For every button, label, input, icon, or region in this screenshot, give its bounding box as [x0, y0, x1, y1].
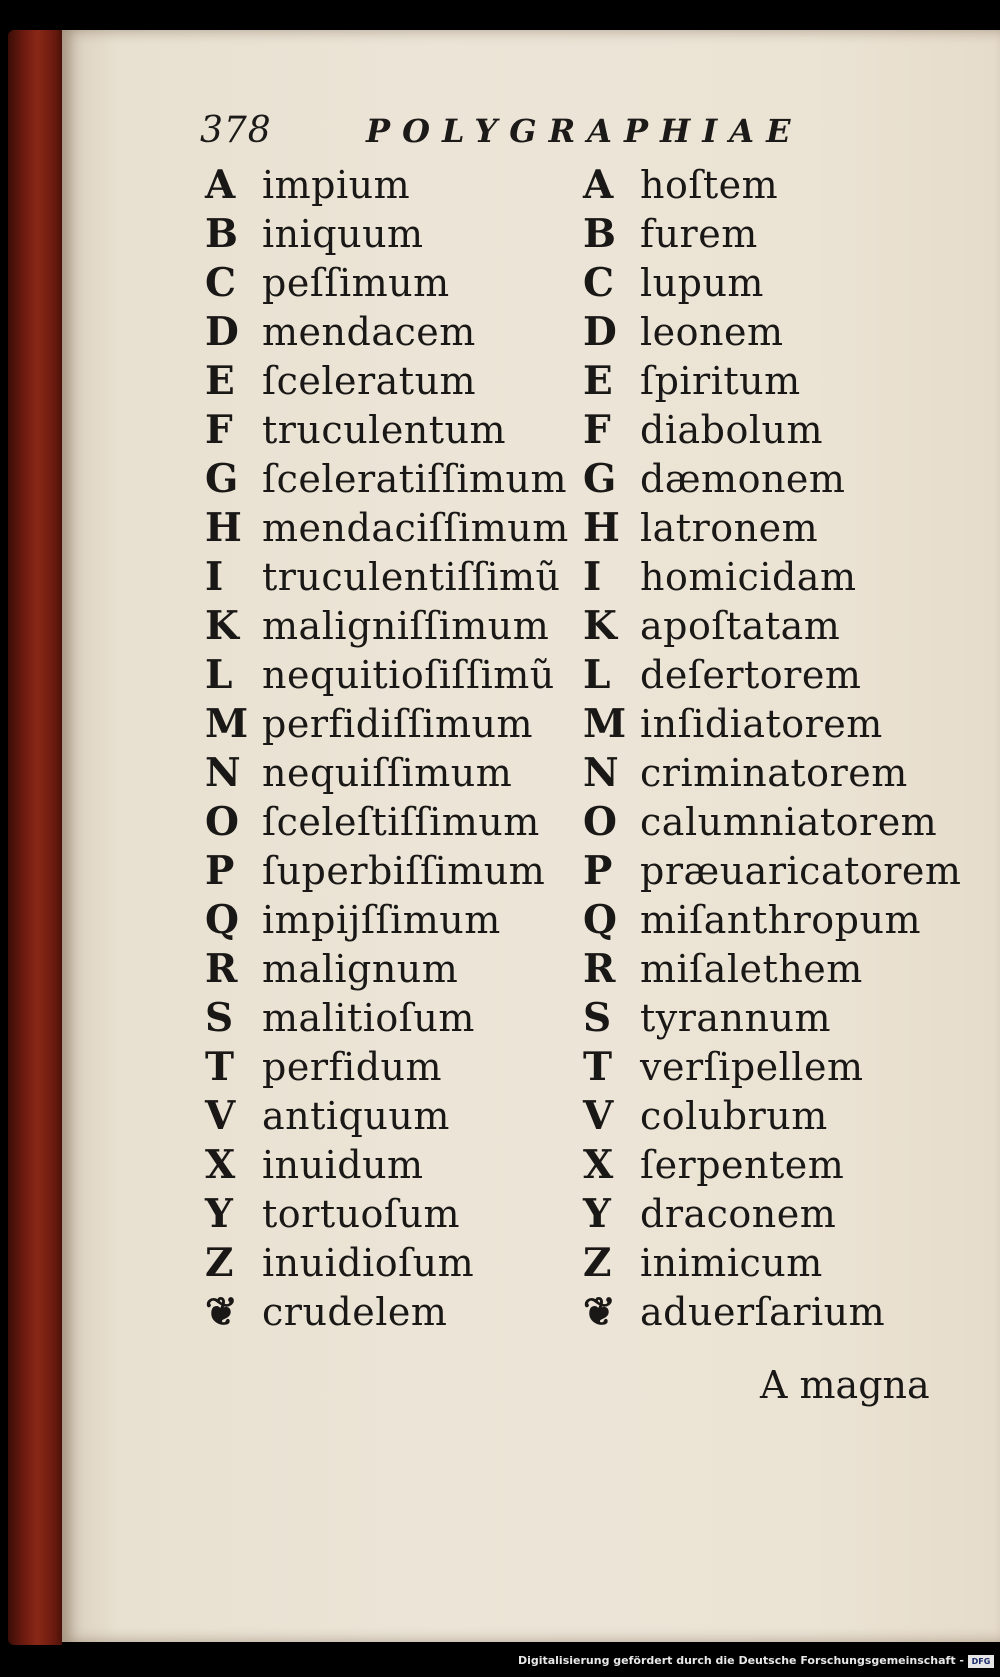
list-item: [583, 603, 840, 649]
cipher-letter: D: [205, 309, 238, 355]
cipher-word: nequiſſimum: [262, 751, 513, 795]
list-item: [205, 554, 561, 600]
cipher-letter: ❦: [205, 1289, 237, 1335]
list-item: [583, 946, 863, 992]
cipher-word: ſerpentem: [640, 1143, 845, 1187]
list-item: [583, 995, 831, 1041]
page-number: 378: [200, 110, 272, 151]
running-title: POLYGRAPHIAE: [366, 112, 803, 150]
cipher-word: præuaricatorem: [640, 849, 962, 893]
cipher-letter: R: [583, 946, 615, 992]
cipher-word: tortuoſum: [262, 1192, 461, 1236]
cipher-word: criminatorem: [640, 751, 908, 795]
list-item: [583, 848, 961, 894]
cipher-letter: D: [583, 309, 616, 355]
cipher-letter: B: [583, 211, 615, 257]
cipher-letter: T: [205, 1044, 234, 1090]
cipher-word: impijſſimum: [262, 898, 501, 942]
cipher-word: inuidum: [262, 1143, 424, 1187]
list-item: [583, 407, 823, 453]
cipher-letter: G: [583, 456, 616, 502]
cipher-letter: X: [583, 1142, 613, 1188]
catchword: A magna: [760, 1363, 930, 1407]
cipher-word: aduerſarium: [640, 1290, 886, 1334]
cipher-letter: B: [205, 211, 237, 257]
list-item: [205, 603, 549, 649]
cipher-word: ſpiritum: [640, 359, 801, 403]
cipher-word: perfidum: [262, 1045, 443, 1089]
list-item: [205, 456, 567, 502]
cipher-letter: S: [583, 995, 611, 1041]
cipher-word: impium: [262, 163, 411, 207]
cipher-letter: Y: [205, 1191, 232, 1237]
cipher-letter: P: [205, 848, 234, 894]
list-item: [205, 407, 506, 453]
cipher-word: malignum: [262, 947, 459, 991]
cipher-letter: V: [583, 1093, 613, 1139]
list-item: [583, 358, 801, 404]
cipher-word: deſertorem: [640, 653, 862, 697]
cipher-letter: M: [583, 701, 626, 747]
list-item: [205, 1240, 474, 1286]
cipher-word: peſſimum: [262, 261, 450, 305]
running-head: [200, 110, 803, 160]
cipher-letter: E: [205, 358, 234, 404]
cipher-word: mendacem: [262, 310, 476, 354]
cipher-letter: C: [583, 260, 614, 306]
list-item: [205, 897, 501, 943]
list-item: [205, 309, 476, 355]
list-item: [583, 701, 883, 747]
list-item: [205, 211, 424, 257]
cipher-letter: N: [583, 750, 618, 796]
cipher-word: nequitioſiſſimũ: [262, 653, 555, 697]
list-item: [583, 1093, 828, 1139]
list-item: [205, 1044, 442, 1090]
cipher-word: latronem: [640, 506, 819, 550]
list-item: [583, 1044, 863, 1090]
cipher-letter: I: [205, 554, 223, 600]
list-item: [583, 309, 784, 355]
list-item: [583, 260, 764, 306]
digitization-credit: Digitalisierung gefördert durch die Deutsche Forschungsgemeinschaft -: [517, 1654, 964, 1667]
list-item: [205, 750, 512, 796]
list-item: [583, 1240, 823, 1286]
cipher-word: ſceleſtiſſimum: [262, 800, 540, 844]
cipher-letter: V: [205, 1093, 235, 1139]
cipher-word: truculentiſſimũ: [262, 555, 561, 599]
cipher-word: hoſtem: [640, 163, 779, 207]
cipher-letter: T: [583, 1044, 612, 1090]
cipher-word: ſuperbiſſimum: [262, 849, 546, 893]
list-item: [205, 848, 545, 894]
list-item: [205, 946, 458, 992]
list-item: [205, 1289, 447, 1335]
list-item: [583, 1191, 836, 1237]
cipher-letter: L: [583, 652, 610, 698]
cipher-word: leonem: [640, 310, 784, 354]
cipher-word: inuidioſum: [262, 1241, 475, 1285]
cipher-letter: Q: [205, 897, 238, 943]
cipher-word: diabolum: [640, 408, 823, 452]
cipher-word: antiquum: [262, 1094, 450, 1138]
list-item: [583, 652, 861, 698]
list-item: [205, 358, 476, 404]
cipher-letter: P: [583, 848, 612, 894]
cipher-word: malitioſum: [262, 996, 475, 1040]
list-item: [205, 1191, 460, 1237]
list-item: [205, 701, 533, 747]
cipher-letter: K: [205, 603, 238, 649]
list-item: [583, 897, 921, 943]
list-item: [205, 799, 540, 845]
cipher-letter: H: [205, 505, 241, 551]
list-item: [583, 799, 937, 845]
cipher-word: crudelem: [262, 1290, 448, 1334]
cipher-letter: X: [205, 1142, 235, 1188]
cipher-letter: Z: [205, 1240, 233, 1286]
cipher-letter: F: [205, 407, 232, 453]
cipher-letter: G: [205, 456, 238, 502]
list-item: [583, 162, 778, 208]
list-item: [583, 554, 857, 600]
cipher-word: colubrum: [640, 1094, 828, 1138]
cipher-word: miſanthropum: [640, 898, 921, 942]
cipher-letter: R: [205, 946, 237, 992]
cipher-word: homicidam: [640, 555, 857, 599]
cipher-word: truculentum: [262, 408, 507, 452]
cipher-word: verſipellem: [640, 1045, 864, 1089]
list-item: [205, 162, 410, 208]
cipher-word: iniquum: [262, 212, 424, 256]
list-item: [205, 505, 569, 551]
list-item: [205, 260, 450, 306]
cipher-letter: N: [205, 750, 240, 796]
cipher-letter: Z: [583, 1240, 611, 1286]
list-item: [205, 652, 555, 698]
cipher-word: lupum: [640, 261, 764, 305]
cipher-letter: F: [583, 407, 610, 453]
cipher-letter: C: [205, 260, 236, 306]
cipher-letter: O: [583, 799, 616, 845]
list-item: [205, 1093, 450, 1139]
cipher-word: furem: [640, 212, 758, 256]
list-item: [583, 211, 758, 257]
cipher-word: inimicum: [640, 1241, 823, 1285]
list-item: [205, 1142, 424, 1188]
book-binding-edge: [8, 30, 62, 1645]
cipher-letter: ❦: [583, 1289, 615, 1335]
cipher-word: calumniatorem: [640, 800, 938, 844]
cipher-word: maligniſſimum: [262, 604, 550, 648]
cipher-word: ſceleratum: [262, 359, 477, 403]
list-item: [583, 1289, 885, 1335]
cipher-word: miſalethem: [640, 947, 863, 991]
cipher-word: dæmonem: [640, 457, 846, 501]
dfg-logo: DFG: [968, 1655, 994, 1668]
cipher-letter: K: [583, 603, 616, 649]
cipher-letter: M: [205, 701, 248, 747]
cipher-letter: Q: [583, 897, 616, 943]
cipher-letter: A: [205, 162, 235, 208]
list-item: [205, 995, 475, 1041]
list-item: [583, 750, 908, 796]
cipher-word: draconem: [640, 1192, 837, 1236]
cipher-word: ſceleratiſſimum: [262, 457, 568, 501]
list-item: [583, 456, 845, 502]
list-item: [583, 1142, 844, 1188]
cipher-letter: L: [205, 652, 232, 698]
cipher-word: perfidiſſimum: [262, 702, 533, 746]
cipher-letter: Y: [583, 1191, 610, 1237]
cipher-letter: I: [583, 554, 601, 600]
cipher-letter: H: [583, 505, 619, 551]
list-item: [583, 505, 818, 551]
cipher-word: mendaciſſimum: [262, 506, 569, 550]
cipher-letter: S: [205, 995, 233, 1041]
cipher-word: tyrannum: [640, 996, 832, 1040]
cipher-word: inſidiatorem: [640, 702, 883, 746]
cipher-letter: O: [205, 799, 238, 845]
cipher-letter: A: [583, 162, 613, 208]
cipher-word: apoſtatam: [640, 604, 841, 648]
cipher-letter: E: [583, 358, 612, 404]
